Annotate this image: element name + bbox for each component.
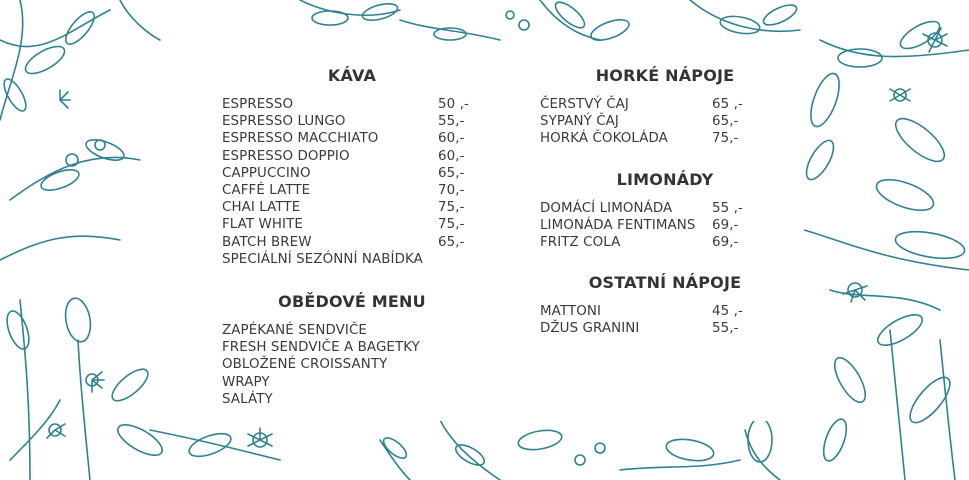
item-name: ESPRESSO MACCHIATO <box>222 131 379 147</box>
item-name: ESPRESSO LUNGO <box>222 114 346 130</box>
list-item <box>222 216 482 233</box>
list-item <box>222 251 482 268</box>
item-name: LIMONÁDA FENTIMANS <box>540 217 696 233</box>
list-item <box>222 182 482 199</box>
item-name: DŽUS GRANINI <box>540 321 640 337</box>
item-price: 55,- <box>712 321 739 337</box>
item-price: 50 ,- <box>438 97 469 112</box>
menu-column-right <box>540 66 790 338</box>
item-name: DOMÁCÍ LIMONÁDA <box>540 200 673 216</box>
item-name: OBLOŽENÉ CROISSANTY <box>222 357 388 373</box>
section-title-ostatni-napoje: OSTATNÍ NÁPOJE <box>588 273 742 293</box>
ostatni-napoje-list <box>540 303 790 337</box>
limonady-list <box>540 200 790 252</box>
item-name: HORKÁ ČOKOLÁDA <box>540 131 668 147</box>
item-price: 55,- <box>438 114 465 130</box>
list-item <box>222 234 482 251</box>
item-name: FRITZ COLA <box>540 235 621 251</box>
list-item <box>222 339 482 356</box>
item-name: MATTONI <box>540 304 602 320</box>
list-item <box>222 130 482 147</box>
item-price: 70,- <box>438 183 465 199</box>
list-item <box>540 130 790 147</box>
item-name: FLAT WHITE <box>222 217 303 233</box>
list-item <box>222 356 482 373</box>
item-name: BATCH BREW <box>222 234 312 250</box>
item-name: CAPPUCCINO <box>222 165 311 181</box>
item-price: 65,- <box>438 165 465 181</box>
item-name: ESPRESSO DOPPIO <box>222 148 350 164</box>
item-price: 65 ,- <box>712 97 743 112</box>
item-name: SPECIÁLNÍ SEZÓNNÍ NABÍDKA <box>222 251 423 267</box>
item-price: 75,- <box>712 131 739 147</box>
list-item <box>222 374 482 391</box>
section-title-limonady: LIMONÁDY <box>616 169 714 189</box>
list-item <box>222 165 482 182</box>
list-item <box>540 234 790 251</box>
list-item <box>222 199 482 216</box>
item-price: 69,- <box>712 235 739 251</box>
item-name: ČERSTVÝ ČAJ <box>540 97 629 112</box>
list-item <box>222 96 482 113</box>
item-price: 55 ,- <box>712 200 743 216</box>
obedove-menu-list <box>222 322 482 408</box>
list-item <box>540 96 790 113</box>
item-price: 65,- <box>712 114 739 130</box>
item-name: SALÁTY <box>222 391 273 407</box>
item-price: 60,- <box>438 148 465 164</box>
section-title-kava: KÁVA <box>327 66 377 85</box>
item-price: 60,- <box>438 131 465 147</box>
item-name: ZAPÉKANÉ SENDVIČE <box>222 323 367 339</box>
kava-list <box>222 96 482 268</box>
item-price: 75,- <box>438 217 465 233</box>
list-item <box>540 217 790 234</box>
list-item <box>222 148 482 165</box>
menu-column-left <box>222 66 482 408</box>
item-price: 75,- <box>438 200 465 216</box>
list-item <box>540 200 790 217</box>
item-price: 45 ,- <box>712 304 743 320</box>
item-name: ESPRESSO <box>222 97 294 112</box>
item-price: 69,- <box>712 217 739 233</box>
list-item <box>540 303 790 320</box>
list-item <box>222 113 482 130</box>
item-name: SYPANÝ ČAJ <box>540 114 619 130</box>
list-item <box>540 113 790 130</box>
section-title-obedove-menu: OBĚDOVÉ MENU <box>278 292 426 312</box>
item-name: WRAPY <box>222 374 270 390</box>
list-item <box>540 320 790 337</box>
horke-napoje-list <box>540 96 790 148</box>
list-item <box>222 391 482 408</box>
section-title-horke-napoje: HORKÉ NÁPOJE <box>595 66 735 85</box>
item-name: FRESH SENDVIČE A BAGETKY <box>222 340 420 356</box>
item-price: 65,- <box>438 234 465 250</box>
list-item <box>222 322 482 339</box>
item-name: CHAI LATTE <box>222 200 301 216</box>
item-name: CAFFÉ LATTE <box>222 183 311 199</box>
